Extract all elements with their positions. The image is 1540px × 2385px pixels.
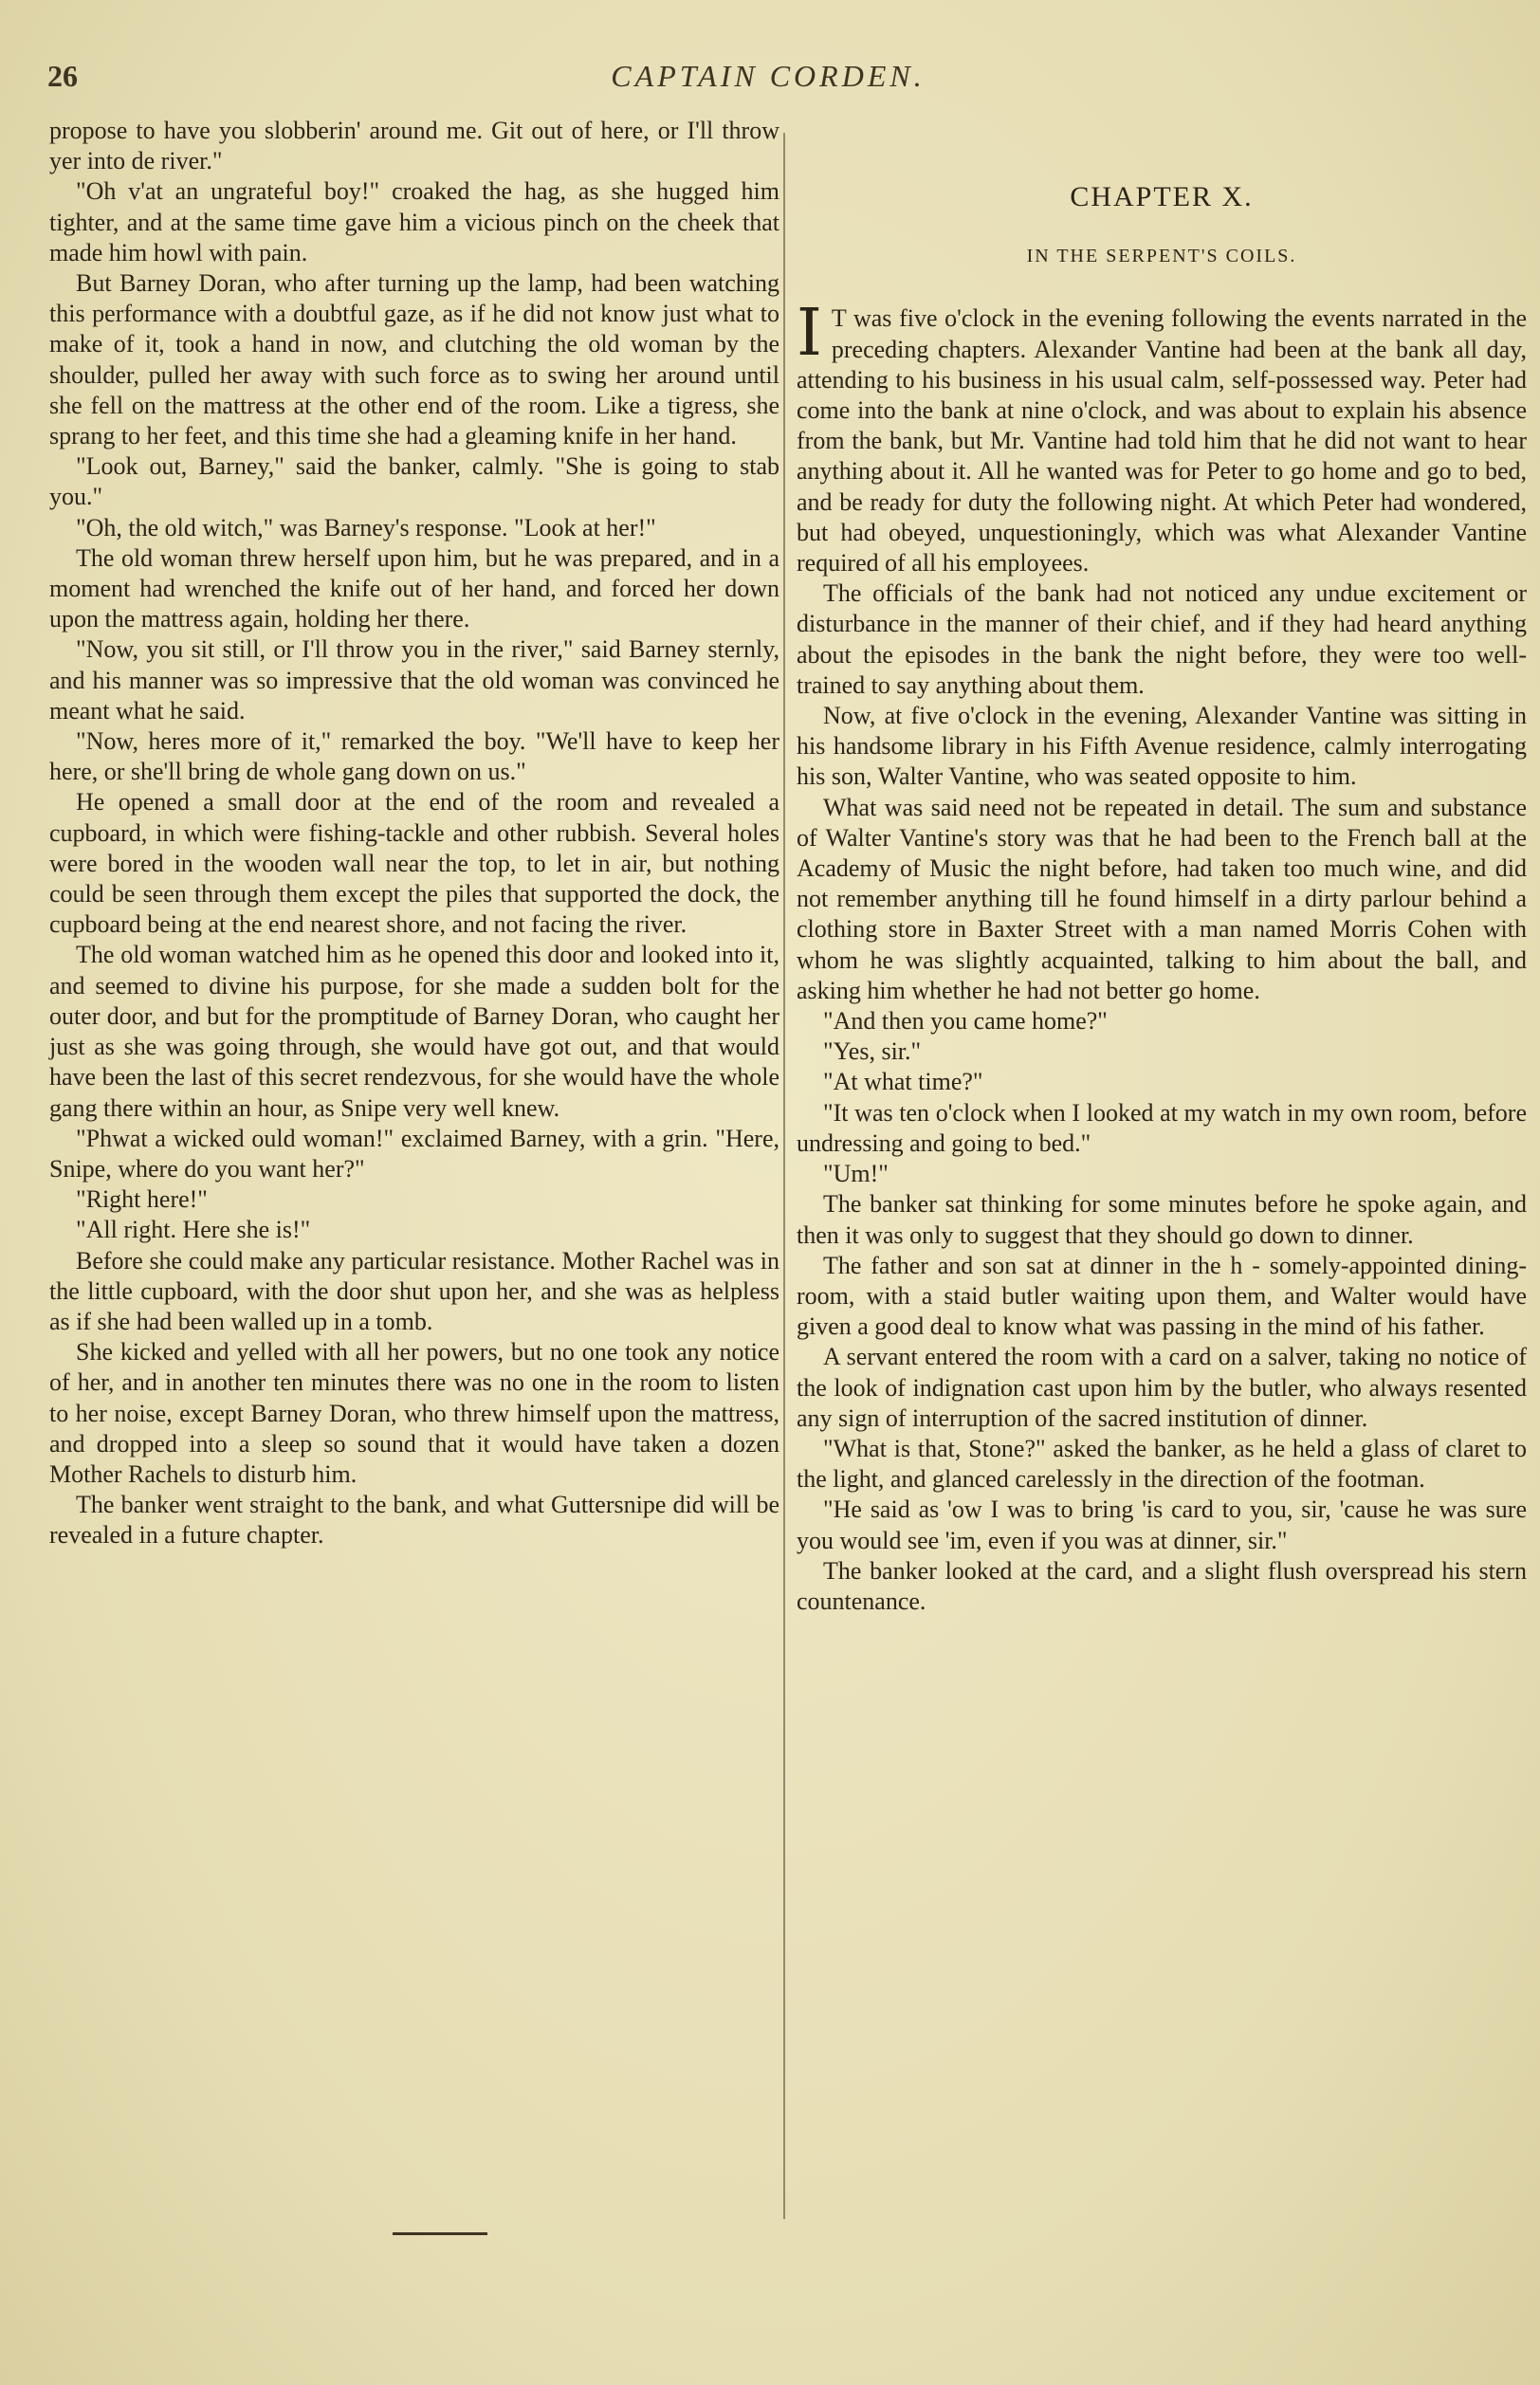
paragraph: "Now, you sit still, or I'll throw you in the river," said Barney sternly, and his manner was so impressive that the old woman was convinced he meant what he said. [49, 635, 779, 725]
paragraph: The old woman watched him as he opened this door and looked into it, and seemed to divine his purpose, for she made a sudden bolt for the outer door, and but for the promptitude of Barney Doran, who caught her just as she was going through, she would have got out, and that would have been the last of this secret rendezvous, for she would have the whole gang there within an hour, as Snipe very well knew. [49, 941, 779, 1122]
page-number: 26 [47, 59, 78, 93]
paragraph: Before she could make any particular resistance. Mother Rachel was in the little cupboard, with the door shut upon her, and she was as helpless as if she had been walled up in a tomb. [49, 1246, 779, 1335]
paragraph: "Oh v'at an ungrateful boy!" croaked the hag, as she hugged him tighter, and at the same time gave him a vicious pinch on the cheek that made him howl with pain. [49, 177, 779, 266]
paragraph: "Um!" [823, 1160, 889, 1188]
paragraph: A servant entered the room with a card on a salver, taking no notice of the look of indignation cast upon him by the butler, who always resented any sign of interruption of the sacred institution of dinner. [797, 1343, 1527, 1432]
paragraph: "He said as 'ow I was to bring 'is card to you, sir, 'cause he was sure you would see 'im, even if you was at dinner, sir." [797, 1495, 1527, 1554]
section-end-rule [393, 2232, 487, 2235]
paragraph: Now, at five o'clock in the evening, Alexander Vantine was sitting in his handsome library in his Fifth Avenue residence, calmly interrogating his son, Walter Vantine, who was seated opposite to him. [797, 702, 1527, 791]
chapter-subtitle: IN THE SERPENT'S COILS. [1026, 246, 1297, 267]
paragraph: The banker went straight to the bank, and what Guttersnipe did will be revealed in a future chapter. [49, 1491, 779, 1550]
right-column [797, 116, 1527, 1617]
paragraph: The officials of the bank had not noticed any undue excitement or disturbance in the manner of their chief, and if they had heard anything about the episodes in the bank the night before, they were too well-trained to say anything about them. [797, 579, 1527, 699]
paragraph: "Phwat a wicked ould woman!" exclaimed Barney, with a grin. "Here, Snipe, where do you want her?" [49, 1124, 779, 1183]
paragraph: "At what time?" [823, 1068, 983, 1096]
paragraph: "Oh, the old witch," was Barney's response. "Look at her!" [76, 513, 656, 541]
paragraph: "Yes, sir." [823, 1037, 922, 1066]
paragraph: "All right. Here she is!" [76, 1216, 311, 1244]
paragraph: The banker sat thinking for some minutes before he spoke again, and then it was only to suggest that they should go down to dinner. [797, 1190, 1527, 1249]
chapter-title: CHAPTER X. [1070, 181, 1254, 212]
column-divider [783, 133, 785, 2219]
drop-cap: I [797, 296, 822, 372]
paragraph: The banker looked at the card, and a slight flush overspread his stern countenance. [797, 1556, 1527, 1615]
paragraph: "Right here!" [76, 1185, 208, 1214]
paragraph: "And then you came home?" [823, 1007, 1108, 1036]
paragraph: The old woman threw herself upon him, but he was prepared, and in a moment had wrenched the knife out of her hand, and forced her down upon the mattress again, holding her there. [49, 543, 779, 633]
paragraph: "It was ten o'clock when I looked at my watch in my own room, before undressing and going to bed." [797, 1098, 1527, 1157]
left-column [49, 116, 779, 1551]
opening-paragraph [797, 296, 1527, 578]
paragraph: What was said need not be repeated in detail. The sum and substance of Walter Vantine's story was that he had been to the French ball at the Academy of Music the night before, had taken too much wine, and did not remember anything till he found himself in a dirty parlour behind a clothing store in Baxter Street with a man named Morris Cohen with whom he was slightly acquainted, talking to him about the ball, and asking him whether he had not better go home. [797, 793, 1527, 1004]
paragraph: But Barney Doran, who after turning up the lamp, had been watching this performance with a doubtful gaze, as if he did not know just what to make of it, took a hand in now, and clutching the old woman by the shoulder, pulled her away with such force as to swing her around until she fell on the mattress at the other end of the room. Like a tigress, she sprang to her feet, and this time she had a gleaming knife in her hand. [49, 269, 779, 450]
paragraph: The father and son sat at dinner in the h - somely-appointed dining-room, with a staid butler waiting upon them, and Walter would have given a good deal to know what was passing in the mind of his father. [797, 1251, 1527, 1341]
paragraph: propose to have you slobberin' around me. Git out of here, or I'll throw yer into de river." [49, 117, 779, 175]
opening-paragraph-text: T was five o'clock in the evening following the events narrated in the preceding chapters. Alexander Vantine had been at the bank all day, attending to his business in his usual calm, self-possessed way. Peter had come into the bank at nine o'clock, and was about to explain his absence from the bank, but Mr. Vantine had told him that he did not want to hear anything about it. All he wanted was for Peter to go home and go to bed, and be ready for duty the following night. At which Peter had wondered, but had obeyed, unquestioningly, which was what Alexander Vantine required of all his employees. [797, 304, 1527, 578]
running-title: CAPTAIN CORDEN. [611, 59, 926, 93]
paragraph: "Look out, Barney," said the banker, calmly. "She is going to stab you." [49, 452, 779, 511]
page-header [47, 55, 1489, 102]
paragraph: She kicked and yelled with all her powers, but no one took any notice of her, and in another ten minutes there was no one in the room to listen to her noise, except Barney Doran, who threw himself upon the mattress, and dropped into a sleep so sound that it would have taken a dozen Mother Rachels to disturb him. [49, 1338, 779, 1488]
paragraph: "What is that, Stone?" asked the banker, as he held a glass of claret to the light, and glanced carelessly in the direction of the footman. [797, 1434, 1527, 1494]
paragraph: He opened a small door at the end of the room and revealed a cupboard, in which were fishing-tackle and other rubbish. Several holes were bored in the wooden wall near the top, to let in air, but nothing could be seen through them except the piles that supported the dock, the cupboard being at the end nearest shore, and not facing the river. [49, 788, 779, 939]
paragraph: "Now, heres more of it," remarked the boy. "We'll have to keep her here, or she'll bring de whole gang down on us." [49, 727, 779, 786]
